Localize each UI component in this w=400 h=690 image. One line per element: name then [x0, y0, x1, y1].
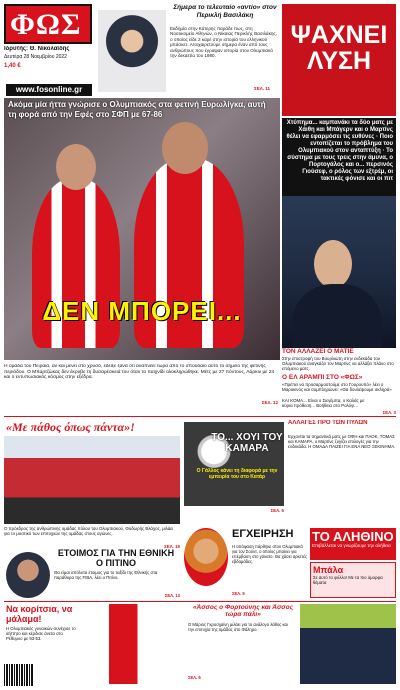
promo-1-text: Επιβάλλεται να γνωρίζουμε την αλήθεια — [312, 543, 391, 548]
divider — [4, 416, 396, 417]
right-banner — [282, 4, 396, 116]
coach-body — [292, 284, 382, 348]
pitino-photo — [6, 552, 50, 598]
website-link[interactable]: www.fosonline.gr — [6, 84, 92, 96]
price: 1,40 € — [4, 62, 21, 69]
surgery-ref: ΣΕΛ. 9 — [232, 592, 245, 596]
surgery-text: Η απόφαση πάρθηκε στον Ολυμπιακό για τον Σούντ, ο οποίος μπαίνει για επέμβαση στο γόνατο. Θα χάσει αρκετές εβδομάδες. — [232, 544, 307, 564]
coach-photo — [282, 196, 396, 348]
top-story-text: Εκδημία στην Κάτερης παράδε πως, στη Νοσοκομείο Αθηνών, ο Νίκαιας Περικλής Βασιλάκης, ο οποίος είδε 2 καρέ στην ιστορία του ελληνικού μπάσκετ. Αποχαιρετούμε σήμερα έναν από τους ανθρώπους που έγραψαν ιστορία στον Ολυμπιακό την δεκαετία του 1980. — [170, 26, 277, 59]
main-story-headline: ΔΕΝ ΜΠΟΡΕΙ... — [42, 296, 242, 326]
main-story-kicker: Ακόμα μία ήττα γνώρισε ο Ολυμπιακός στα φετινή Ευρωλίγκα, αυτή τη φορά από την Εφές στο ΣΦΠ με 67-86 — [8, 100, 266, 119]
barcode — [4, 664, 34, 686]
player-left-head — [56, 144, 96, 190]
kamara-headline: ΤΟ... ΧΟΥΙ ΤΟΥ ΚΑΜΑΡΑ — [211, 432, 283, 454]
passion-text: Ο πρόεδρος της ανθρώπινης ομάδας πόλου του Ολυμπιακού, Θοδωρής Βλάχος, μιλάει για το μυστικό των επιτυχιών της ομάδας στους αγώνες. — [4, 526, 174, 536]
right-subhead-1: ΤΟΝ ΑΛΛΑΖΕΙ Ο ΜΑΤΙΕ — [282, 348, 354, 355]
fortounis-photo — [300, 604, 396, 684]
right-banner-kicker: Χτύπημα... καμπανάκι τα δύο ματς με Χάιθη και Μπάγερν και ο Μαρτίνς θέλει να εφαρμόσει τις ευθύνες · Ποιο εντοπίζεται το πρόβλημα του Ολυμπιακού στον ανταπτύξη · Το σύστημα με τους τρεις στην άμυνα, ο Πορτογάλος και ο... περσινός Γιούσεφ, ο ρόλος των εξτρέμ, οι τακτικές φόνισε και οι πιτ — [282, 118, 396, 196]
fortounis-headline: «Άσσος ο Φορτούνης και Άσσος τώρα πάλι» — [192, 604, 294, 618]
top-story-title: Σήμερα το τελευταίο «αντίο» στον Περικλή Βασιλάκη — [173, 4, 277, 19]
women-player-photo — [80, 604, 176, 684]
women-headline: Να κορίτσια, να μάλαμα! — [6, 604, 73, 624]
right-text-3: ΚΑΙ ΚΟΜΑ... Είναι ο Σιεγέμπα, ο Καλάς με κύρια πρόθεση... Βοήθεια στο Ρολόγι... — [282, 398, 365, 408]
right-banner-title: ΨΑΧΝΕΙ ΛΥΣΗ — [290, 21, 388, 75]
right-text-2: «Πρέπει να προσαρμοστούμε στο Γουρουπό» λέει ο Μαροκινός και συμπληρώνει: «Θα δουλέψουμε σκληρά» — [282, 382, 392, 392]
founder-line: Ιδρυτής: Θ. Νικολαΐδης — [4, 46, 70, 52]
fortounis-ref: ΣΕΛ. 6 — [188, 676, 201, 680]
masthead-logo-box — [4, 4, 92, 44]
promo-2-text: Σε αυτό το φύλλο! Με τα πιο όμορφα θέματα — [313, 575, 383, 585]
top-story-ref: ΣΕΛ. 11 — [254, 86, 270, 91]
masthead-info — [4, 46, 92, 82]
coach-head — [314, 240, 352, 288]
right-ref: ΣΕΛ. 3 — [382, 410, 396, 415]
right-subhead-2: Ο ΕΛ ΑΡΑΜΠΙ ΣΤΟ «ΦΩΣ» — [282, 374, 363, 381]
pitino-headline: ΕΤΟΙΜΟΣ ΓΙΑ ΤΗΝ ΕΘΝΙΚΗ Ο ΠΙΤΙΝΟ — [57, 548, 175, 568]
surgery-headline: ΕΓΧΕΙΡΗΣΗ — [232, 528, 294, 540]
main-story-ref: ΣΕΛ. 12 — [261, 400, 278, 405]
pitino-ref: ΣΕΛ. 13 — [164, 594, 180, 598]
divider-bottom — [4, 601, 396, 602]
fortounis-text: Ο Μάριος Γκροσχαίνη μιλάει για το ανάλογο λάθος και την επιτυχία της ομάδας στο Φάληρο. — [188, 622, 288, 632]
pitino-text: Θα είμαι απόλυτα έτοιμος για το ταξίδι της Εθνικής στα παράθυρα της FIBA, λέει ο Πιτίνο. — [54, 570, 158, 580]
promo-box-1[interactable] — [310, 528, 396, 560]
changes-text: Ερχονται τα σημαντικά ματς με ΟΦΗ και ΠΑΟΚ, ΤΟΜΑΣ και ΚΑΜΑΡΑ, ο Μαρτίνς ζυγίζει επιλογές για την ενδεκάδα. Η ΟΜΑΔΑ ΠΑΙΖΕΙ ΓΙΑ ΕΝΑ ΝΕΟ ΞΕΚΙΝΗΜΑ. — [288, 434, 396, 449]
newspaper-logo: ΦΩΣ — [10, 8, 82, 41]
promo-2-title: Μπάλα — [313, 565, 344, 575]
passion-ref: ΣΕΛ. 19 — [164, 544, 180, 549]
main-story-body: Η ομάδα του Πειραιά, αν και μένει στο χρυσό, έδειξε ξανά ότι αναπνέει τώρα από το σπουδαίο αυτό το σημείο της φετινής περιόδου. Ο Μπαρτζώκας δεν έκρυβε τη δυσαρέσκειά του όταν το παιχνίδι ολοκληρώθηκε. Μέτς με 27 πόντους, Λάρκιν με 24 και ο εντυπωσιακός κόσμος στην εξέδρα. — [4, 364, 275, 381]
changes-headline: ΑΛΛΑΓΕΣ ΠΡΟ ΤΩΝ ΠΥΛΩΝ — [288, 420, 368, 426]
kamara-sub: Ο Γάλλος κάνει τη διαφορά με την εμπειρία του στο Κατάρ — [196, 468, 278, 480]
surgery-photo — [184, 528, 228, 586]
passion-headline: «Με πάθος όπως πάντα»! — [6, 420, 135, 434]
team-photo — [4, 436, 180, 524]
women-text: Η Ολυμπιακός γυναικών συνέχισε το αήττητο και κέρδισε άνετα στο Ρέθυμνο με 93-53. — [6, 626, 76, 641]
right-text-1: Στην επιστροφή του Βουρλιώτη στην ενδεκάδα του Ολυμπιακού αναγκάζει τον Μαρτίνς να αλλάξει πλάνο στο επόμενο ματς. — [282, 356, 394, 371]
edition-date: Δευτέρα 28 Νοεμβρίου 2022 — [4, 53, 67, 60]
promo-1-title: ΤΟ ΑΛΗΘΙΝΟ — [312, 529, 394, 544]
kamara-ref: ΣΕΛ. 5 — [270, 508, 284, 513]
top-story-photo — [98, 10, 166, 92]
promo-box-2[interactable] — [310, 562, 396, 598]
